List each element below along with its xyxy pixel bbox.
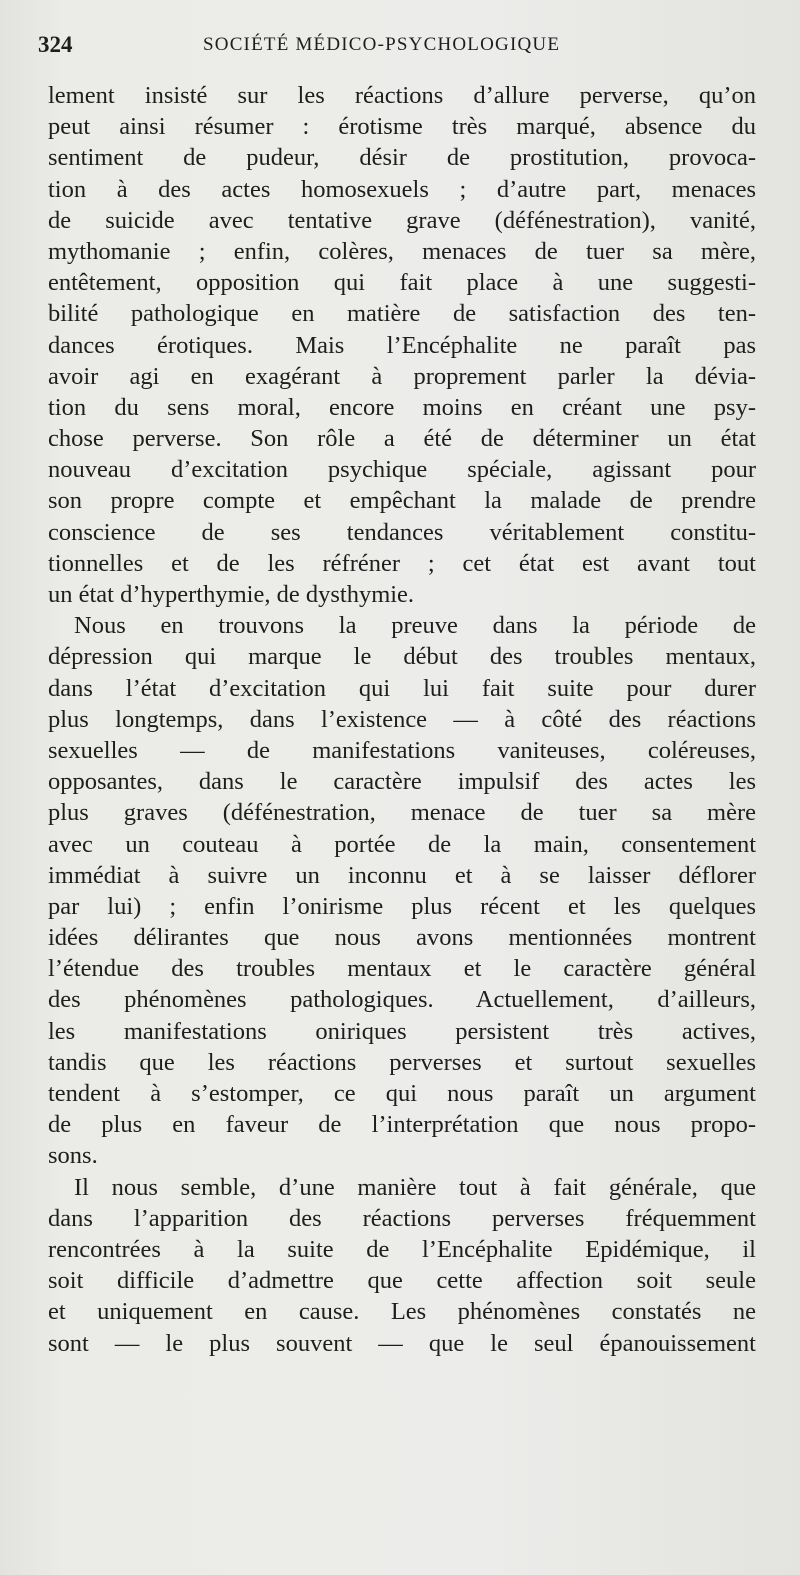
text-line: lement insisté sur les réactions d’allure perverse, qu’on bbox=[48, 82, 756, 109]
text-line: mythomanie ; enfin, colères, menaces de tuer sa mère, bbox=[48, 237, 756, 265]
text-line: soit difficile d’admettre que cette affection soit seule bbox=[48, 1267, 756, 1295]
text-line: avoir agi en exagérant à proprement parler la dévia- bbox=[48, 362, 756, 390]
page-number: 324 bbox=[38, 32, 73, 57]
text-line: de suicide avec tentative grave (défénestration), vanité, bbox=[48, 206, 756, 234]
text-line: tion à des actes homosexuels ; d’autre part, menaces bbox=[48, 175, 756, 203]
text-line: son propre compte et empêchant la malade de prendre bbox=[48, 487, 756, 515]
text-line: sexuelles — de manifestations vaniteuses, coléreuses, bbox=[48, 736, 756, 764]
paragraph-start-line: Il nous semble, d’une manière tout à fait générale, que bbox=[74, 1173, 756, 1201]
text-line: un état d’hyperthymie, de dysthymie. bbox=[48, 581, 415, 608]
text-line: dans l’état d’excitation qui lui fait suite pour durer bbox=[48, 674, 756, 702]
text-line: l’étendue des troubles mentaux et le caractère général bbox=[48, 955, 756, 983]
text-line: par lui) ; enfin l’onirisme plus récent et les quelques bbox=[48, 892, 756, 920]
text-line: chose perverse. Son rôle a été de déterminer un état bbox=[48, 425, 756, 453]
text-line: entêtement, opposition qui fait place à une suggesti- bbox=[48, 269, 756, 297]
text-line: nouveau d’excitation psychique spéciale, agissant pour bbox=[48, 456, 756, 484]
text-line: sons. bbox=[48, 1142, 98, 1170]
text-line: tionnelles et de les réfréner ; cet état est avant tout bbox=[48, 549, 756, 577]
text-line: immédiat à suivre un inconnu et à se laisser déflorer bbox=[48, 861, 756, 889]
text-line: les manifestations oniriques persistent très actives, bbox=[48, 1017, 756, 1045]
text-line: tandis que les réactions perverses et surtout sexuelles bbox=[48, 1048, 756, 1076]
text-line: conscience de ses tendances véritablement constitu- bbox=[48, 518, 756, 546]
body-text bbox=[48, 80, 756, 1359]
text-line: opposantes, dans le caractère impulsif des actes les bbox=[48, 768, 756, 796]
text-line: dépression qui marque le début des troubles mentaux, bbox=[48, 643, 756, 671]
text-line: idées délirantes que nous avons mentionnées montrent bbox=[48, 924, 756, 952]
text-line: de plus en faveur de l’interprétation que nous propo- bbox=[48, 1111, 756, 1139]
page-header bbox=[38, 32, 758, 60]
text-line: dances érotiques. Mais l’Encéphalite ne paraît pas bbox=[48, 331, 756, 359]
text-line: et uniquement en cause. Les phénomènes constatés ne bbox=[48, 1298, 756, 1326]
text-line: plus longtemps, dans l’existence — à côté des réactions bbox=[48, 705, 756, 733]
text-line: sont — le plus souvent — que le seul épanouissement bbox=[48, 1329, 756, 1357]
text-line: bilité pathologique en matière de satisfaction des ten- bbox=[48, 300, 756, 328]
text-line: plus graves (défénestration, menace de tuer sa mère bbox=[48, 799, 756, 827]
text-line: tion du sens moral, encore moins en créant une psy- bbox=[48, 393, 756, 421]
running-title: SOCIÉTÉ MÉDICO-PSYCHOLOGIQUE bbox=[203, 34, 561, 55]
text-line: des phénomènes pathologiques. Actuellement, d’ailleurs, bbox=[48, 986, 756, 1014]
text-line: peut ainsi résumer : érotisme très marqué, absence du bbox=[48, 113, 756, 141]
text-line: avec un couteau à portée de la main, consentement bbox=[48, 830, 756, 858]
text-line: tendent à s’estomper, ce qui nous paraît un argument bbox=[48, 1080, 756, 1107]
text-line: sentiment de pudeur, désir de prostitution, provoca- bbox=[48, 144, 756, 172]
paragraph-start-line: Nous en trouvons la preuve dans la période de bbox=[74, 612, 756, 640]
text-line: rencontrées à la suite de l’Encéphalite Epidémique, il bbox=[48, 1235, 756, 1263]
text-line: dans l’apparition des réactions perverses fréquemment bbox=[48, 1204, 756, 1232]
